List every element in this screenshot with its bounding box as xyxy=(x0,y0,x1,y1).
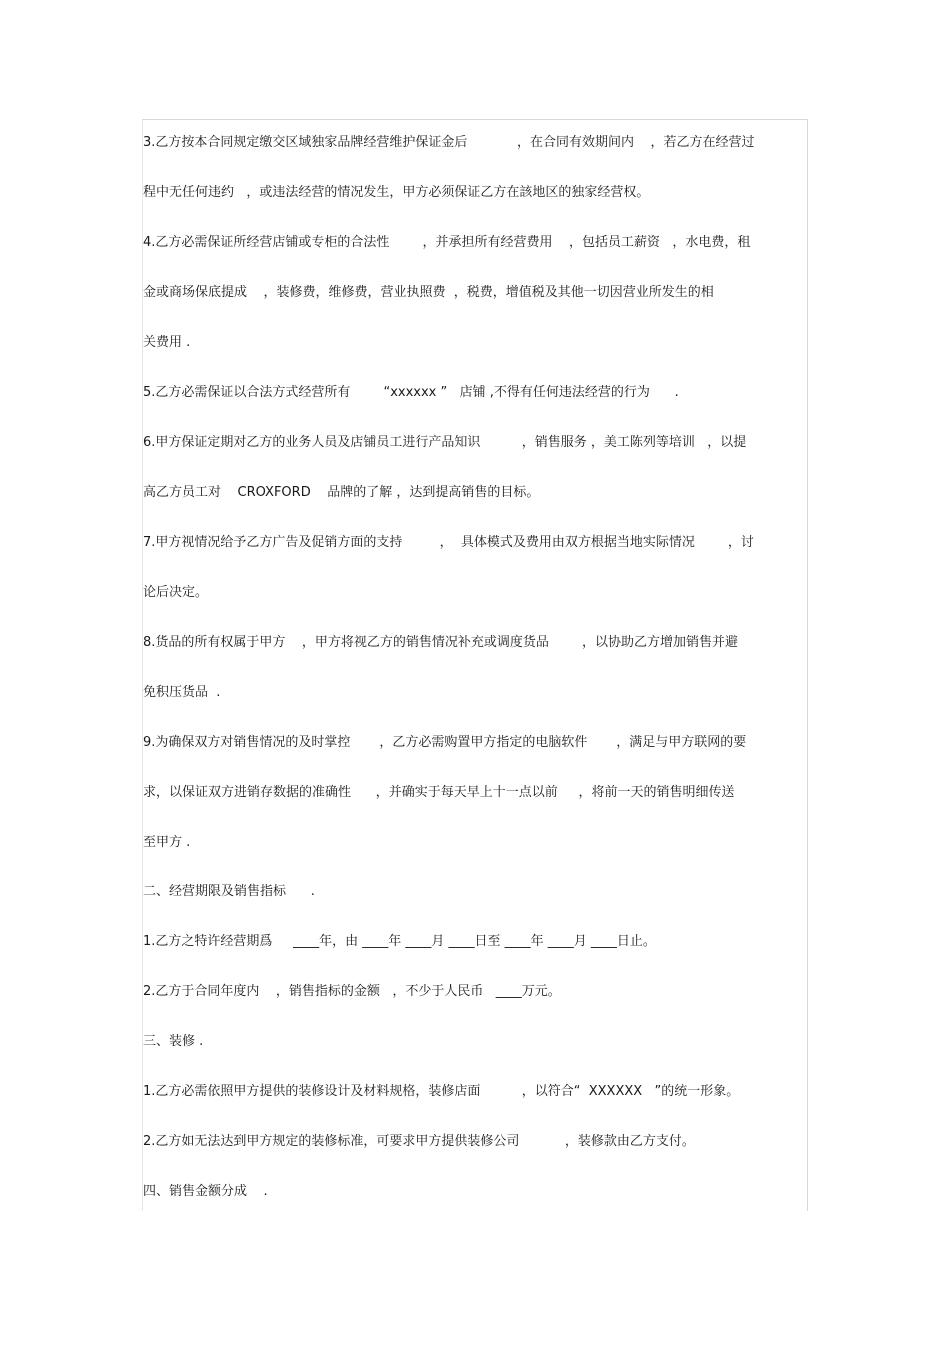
clause-7-line-1: 7.甲方视情况给予乙方广告及促销方面的支持 ， 具体模式及费用由双方根据当地实际情况 ，讨 xyxy=(143,535,754,550)
clause-9-line-2: 求，以保证双方进销存数据的准确性 ，并确实于每天早上十一点以前 ，将前一天的销售明细传送 xyxy=(143,785,735,800)
clause-5-line-1: 5.乙方必需保证以合法方式经营所有 “xxxxxx ” 店铺 ,不得有任何违法经营的行为 . xyxy=(143,385,679,400)
section-3-clause-2: 2.乙方如无法达到甲方规定的装修标准，可要求甲方提供装修公司 ，装修款由乙方支付。 xyxy=(143,1134,695,1149)
clause-4-line-3: 关费用 . xyxy=(143,335,191,350)
clause-3-line-1: 3.乙方按本合同规定缴交区域独家品牌经营维护保证金后 ，在合同有效期间内 ，若乙方在经营过 xyxy=(143,135,755,150)
section-4-heading: 四、销售金额分成 . xyxy=(143,1184,268,1199)
section-2-clause-2: 2.乙方于合同年度内 ，销售指标的金额 ，不少于人民币 ____万元。 xyxy=(143,984,561,999)
page-border xyxy=(142,119,808,1211)
clause-6-line-1: 6.甲方保证定期对乙方的业务人员及店铺员工进行产品知识 ，销售服务 ，美工陈列等培训 ，以提 xyxy=(143,435,747,450)
section-2-heading: 二、经营期限及销售指标 . xyxy=(143,884,315,899)
clause-7-line-2: 论后决定。 xyxy=(143,585,209,600)
section-3-clause-1: 1.乙方必需依照甲方提供的装修设计及材料规格，装修店面 ，以符合“ XXXXXX ”的统一形象。 xyxy=(143,1084,740,1099)
clause-4-line-1: 4.乙方必需保证所经营店铺或专柜的合法性 ，并承担所有经营费用 ，包括员工薪资 ，水电费，租 xyxy=(143,235,751,250)
clause-4-line-2: 金或商场保底提成 ，装修费，维修费，营业执照费 ，税费，增值税及其他一切因营业所发生的相 xyxy=(143,285,714,300)
clause-8-line-1: 8.货品的所有权属于甲方 ，甲方将视乙方的销售情况补充或调度货品 ，以协助乙方增加销售并避 xyxy=(143,635,738,650)
clause-8-line-2: 免积压货品 . xyxy=(143,685,221,700)
clause-3-line-2: 程中无任何违约 ，或违法经营的情况发生，甲方必须保证乙方在該地区的独家经营权。 xyxy=(143,185,650,200)
clause-9-line-1: 9.为确保双方对销售情况的及时掌控 ，乙方必需购置甲方指定的电脑软件 ，满足与甲方联网的要 xyxy=(143,735,747,750)
clause-9-line-3: 至甲方 . xyxy=(143,835,191,850)
section-2-clause-1: 1.乙方之特许经营期爲 ____年，由 ____年 ____月 ____日至 ____年 ____月 ____日止。 xyxy=(143,934,656,949)
clause-6-line-2: 高乙方员工对 CROXFORD 品牌的了解 ，达到提高销售的目标。 xyxy=(143,485,540,500)
section-3-heading: 三、装修 . xyxy=(143,1034,204,1049)
